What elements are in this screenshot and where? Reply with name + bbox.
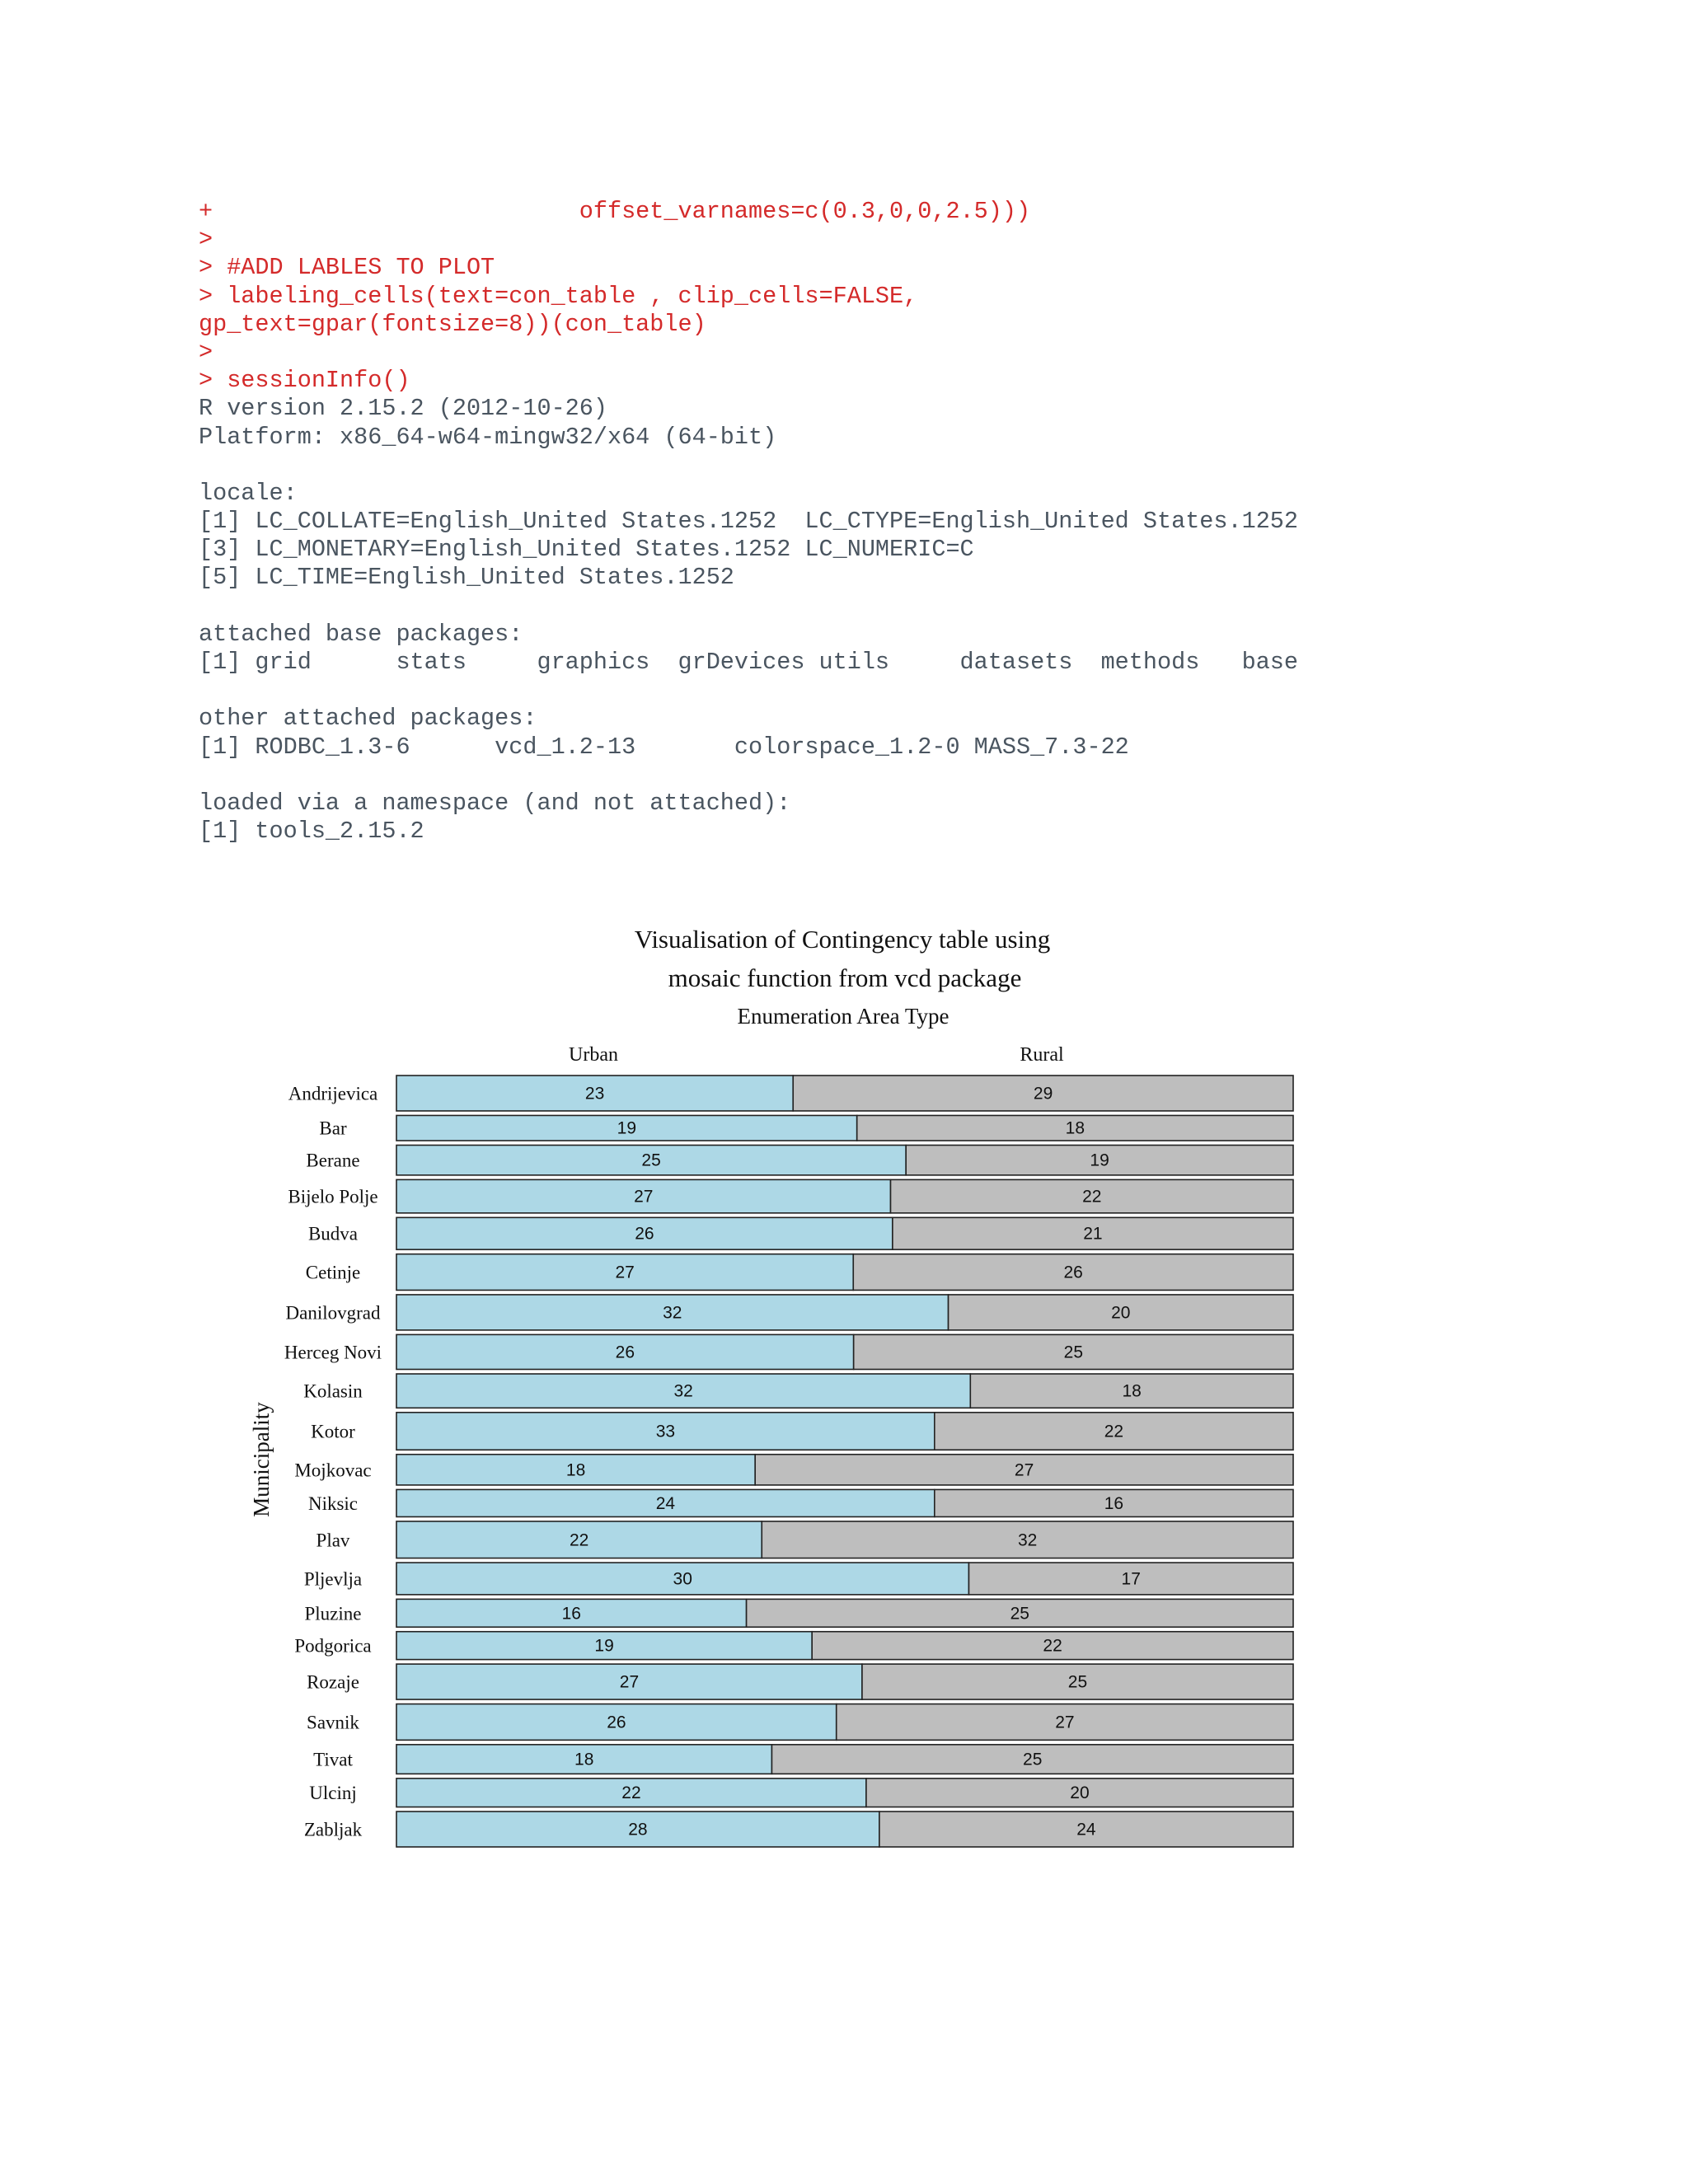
- urban-count-label: 26: [615, 1343, 635, 1362]
- municipality-label: Budva: [307, 1223, 359, 1244]
- municipality-label: Tivat: [313, 1749, 353, 1770]
- rural-count-label: 25: [1010, 1604, 1029, 1624]
- urban-count-label: 32: [673, 1381, 693, 1401]
- rural-count-label: 32: [1017, 1530, 1038, 1550]
- municipality-label: Berane: [306, 1150, 360, 1171]
- rural-count-label: 16: [1104, 1493, 1124, 1513]
- municipality-label: Cetinje: [305, 1262, 361, 1283]
- console-line: R version 2.15.2 (2012-10-26): [199, 395, 607, 423]
- rural-count-label: 27: [1055, 1713, 1075, 1732]
- console-line: [1] LC_COLLATE=English_United States.1252 LC_CTYPE=English_United States.1252: [199, 508, 1299, 536]
- rural-count-label: 24: [1076, 1820, 1096, 1840]
- municipality-label: Pljevlja: [303, 1568, 363, 1590]
- municipality-label: Kolasin: [303, 1380, 363, 1402]
- console-line: attached base packages:: [199, 620, 523, 648]
- console-line: Platform: x86_64-w64-mingw32/x64 (64-bit): [199, 423, 777, 451]
- urban-count-label: 18: [565, 1460, 586, 1480]
- rural-count-label: 25: [1023, 1750, 1043, 1769]
- urban-count-label: 24: [655, 1493, 676, 1513]
- plot-title-line-2: mosaic function from vcd package: [668, 963, 1022, 992]
- rural-count-label: 17: [1121, 1569, 1141, 1589]
- mosaic-rows: [284, 1076, 1293, 1847]
- rural-count-label: 26: [1063, 1263, 1083, 1282]
- urban-count-label: 27: [615, 1263, 635, 1282]
- rural-count-label: 22: [1104, 1422, 1124, 1441]
- plot-title-line-1: Visualisation of Contingency table using: [634, 925, 1051, 954]
- top-variable-label: Enumeration Area Type: [737, 1004, 950, 1029]
- rural-count-label: 29: [1033, 1084, 1053, 1104]
- urban-count-label: 27: [634, 1187, 654, 1207]
- rural-count-label: 22: [1082, 1187, 1102, 1207]
- console-line: + offset_varnames=c(0.3,0,0,2.5))): [199, 198, 1031, 225]
- console-line: >: [199, 338, 213, 366]
- console-line: > sessionInfo(): [199, 367, 410, 395]
- urban-count-label: 22: [621, 1783, 641, 1803]
- console-line: [1] tools_2.15.2: [199, 818, 424, 846]
- urban-count-label: 18: [574, 1750, 594, 1769]
- municipality-label: Ulcinj: [309, 1783, 357, 1804]
- municipality-label: Podgorica: [294, 1635, 372, 1657]
- urban-count-label: 32: [663, 1303, 682, 1323]
- municipality-label: Niksic: [307, 1493, 359, 1514]
- urban-count-label: 19: [594, 1636, 614, 1656]
- urban-count-label: 28: [628, 1820, 648, 1840]
- console-line: loaded via a namespace (and not attached):: [199, 789, 791, 817]
- urban-count-label: 23: [584, 1084, 605, 1104]
- rural-count-label: 25: [1063, 1343, 1084, 1362]
- urban-count-label: 30: [673, 1569, 692, 1589]
- console-line: [1] RODBC_1.3-6 vcd_1.2-13 colorspace_1.2-0 MASS_7.3-22: [199, 733, 1129, 761]
- console-line: [3] LC_MONETARY=English_United States.1252 LC_NUMERIC=C: [199, 536, 974, 564]
- urban-count-label: 27: [619, 1672, 640, 1692]
- municipality-label: Savnik: [307, 1712, 359, 1733]
- municipality-label: Bijelo Polje: [288, 1186, 378, 1207]
- rural-count-label: 27: [1014, 1460, 1034, 1480]
- urban-count-label: 33: [655, 1422, 676, 1441]
- urban-count-label: 16: [561, 1604, 581, 1624]
- urban-count-label: 26: [635, 1224, 654, 1244]
- rural-count-label: 25: [1067, 1672, 1088, 1692]
- municipality-label: Andrijevica: [288, 1083, 378, 1104]
- municipality-label: Plav: [316, 1530, 350, 1551]
- rural-count-label: 22: [1043, 1636, 1062, 1656]
- rural-count-label: 19: [1090, 1151, 1109, 1170]
- municipality-label: Bar: [319, 1118, 347, 1139]
- municipality-label: Zabljak: [303, 1819, 363, 1840]
- console-line: gp_text=gpar(fontsize=8))(con_table): [199, 310, 706, 338]
- municipality-label: Kotor: [311, 1421, 355, 1442]
- console-line: [5] LC_TIME=English_United States.1252: [199, 564, 734, 592]
- console-line: > #ADD LABLES TO PLOT: [199, 254, 495, 282]
- municipality-label: Rozaje: [307, 1671, 359, 1693]
- console-line: locale:: [199, 479, 298, 507]
- rural-column-label: Rural: [1020, 1044, 1064, 1066]
- console-line: >: [199, 226, 213, 254]
- rural-count-label: 20: [1111, 1303, 1131, 1323]
- console-line: > labeling_cells(text=con_table , clip_cells=FALSE,: [199, 282, 918, 310]
- rural-count-label: 18: [1065, 1118, 1085, 1138]
- urban-count-label: 19: [617, 1118, 637, 1138]
- rural-count-label: 21: [1083, 1224, 1103, 1244]
- municipality-label: Mojkovac: [294, 1460, 372, 1481]
- urban-count-label: 22: [569, 1530, 589, 1550]
- urban-count-label: 25: [641, 1151, 661, 1170]
- urban-count-label: 26: [607, 1713, 626, 1732]
- rural-count-label: 18: [1122, 1381, 1142, 1401]
- municipality-label: Herceg Novi: [284, 1342, 382, 1363]
- municipality-label: Pluzine: [304, 1603, 362, 1624]
- console-line: [1] grid stats graphics grDevices utils datasets methods base: [199, 649, 1299, 676]
- urban-column-label: Urban: [569, 1044, 618, 1066]
- rural-count-label: 20: [1070, 1783, 1090, 1803]
- municipality-label: Danilovgrad: [285, 1302, 381, 1324]
- side-variable-label: Municipality: [249, 1402, 274, 1517]
- console-line: other attached packages:: [199, 705, 537, 733]
